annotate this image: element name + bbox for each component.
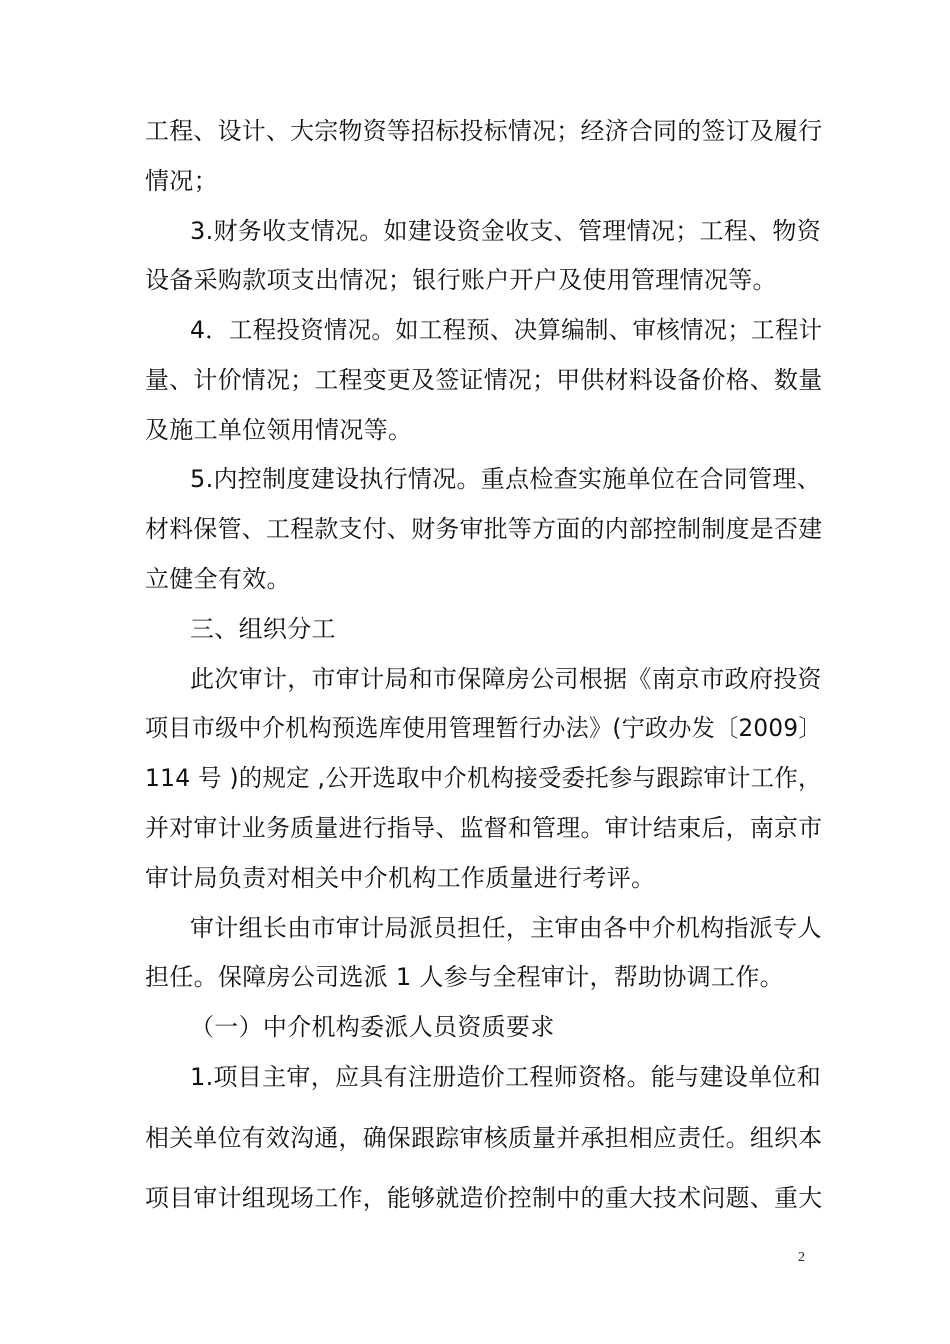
text-line-9: 材料保管、工程款支付、财务审批等方面的内部控制制度是否建: [145, 515, 823, 543]
text-line-8: 5.内控制度建设执行情况。重点检查实施单位在合同管理、: [190, 465, 821, 493]
text-line-3: 3.财务收支情况。如建设资金收支、管理情况；工程、物资: [190, 217, 821, 245]
text-line-21: 相关单位有效沟通，确保跟踪审核质量并承担相应责任。组织本: [145, 1124, 823, 1152]
text-line-22: 项目审计组现场工作，能够就造价控制中的重大技术问题、重大: [145, 1184, 823, 1212]
text-line-12: 此次审计，市审计局和市保障房公司根据《南京市政府投资: [190, 665, 822, 693]
text-line-18: 担任。保障房公司选派 1 人参与全程审计，帮助协调工作。: [145, 963, 784, 991]
section-heading: 三、组织分工: [190, 615, 336, 643]
text-line-14: 114 号 )的规定 ,公开选取中介机构接受委托参与跟踪审计工作，: [145, 764, 822, 792]
text-line-6: 量、计价情况；工程变更及签证情况；甲供材料设备价格、数量: [145, 366, 823, 394]
text-line-16: 审计局负责对相关中介机构工作质量进行考评。: [145, 864, 656, 892]
text-line-13: 项目市级中介机构预选库使用管理暂行办法》(宁政办发〔2009〕: [145, 714, 822, 742]
subsection-heading: （一）中介机构委派人员资质要求: [190, 1013, 555, 1041]
text-line-7: 及施工单位领用情况等。: [145, 416, 413, 444]
text-line-17: 审计组长由市审计局派员担任，主审由各中介机构指派专人: [190, 914, 822, 942]
text-line-20: 1.项目主审，应具有注册造价工程师资格。能与建设单位和: [190, 1063, 821, 1091]
text-line-4: 设备采购款项支出情况；银行账户开户及使用管理情况等。: [145, 266, 777, 294]
text-line-15: 并对审计业务质量进行指导、监督和管理。审计结束后，南京市: [145, 814, 823, 842]
text-line-1: 工程、设计、大宗物资等招标投标情况；经济合同的签订及履行: [145, 117, 823, 145]
text-line-2: 情况；: [145, 167, 218, 195]
page-number: 2: [798, 1250, 805, 1265]
text-line-10: 立健全有效。: [145, 565, 291, 593]
text-line-5: 4．工程投资情况。如工程预、决算编制、审核情况；工程计: [190, 316, 823, 344]
